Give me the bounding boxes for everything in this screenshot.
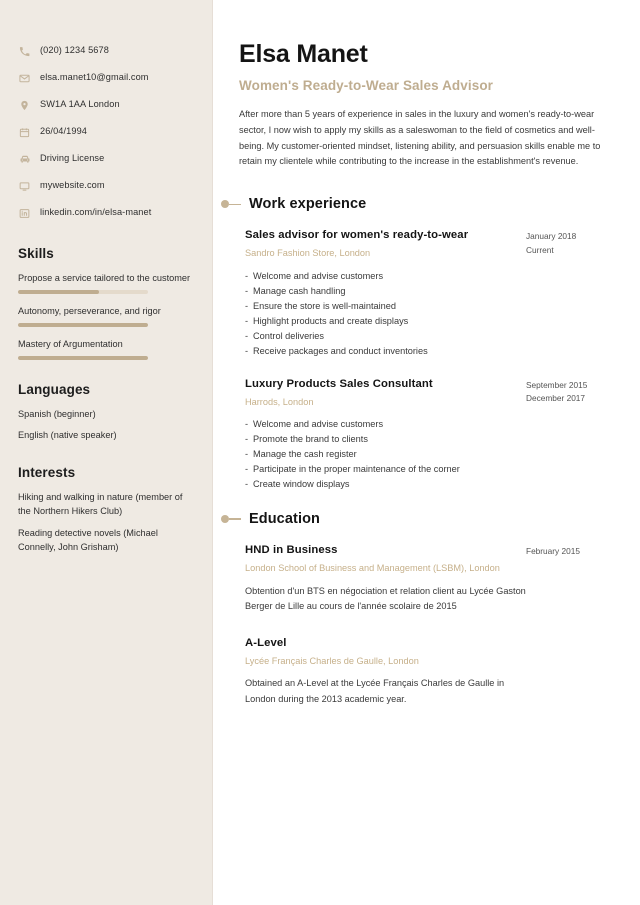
date-end: Current [526,244,554,255]
languages-heading: Languages [18,381,91,397]
bullet-item: - Highlight products and create displays [245,314,526,329]
skill-item [18,338,196,360]
linkedin-icon [18,207,31,220]
work-entry-dates [526,378,622,492]
section-marker-dash-icon [229,518,241,520]
skill-bar-fill [18,323,148,327]
contact-phone-text: (020) 1234 5678 [40,45,109,56]
bullet-item: - Receive packages and conduct inventories [245,344,526,359]
contact-item-driving-license [18,152,196,166]
sidebar-section-skills [18,246,196,360]
education-entry [239,637,622,708]
contact-website-text[interactable]: mywebsite.com [40,180,105,191]
contact-item-birthdate [18,125,196,139]
sidebar-section-languages [18,382,196,444]
work-experience-header [221,196,622,212]
work-entry [239,378,622,492]
work-entry-title: Luxury Products Sales Consultant [245,377,433,390]
candidate-job-title: Women's Ready-to-Wear Sales Advisor [239,78,494,93]
skill-item [18,272,196,294]
work-entry-body [239,378,526,492]
bullet-item: - Welcome and advise customers [245,417,526,432]
envelope-icon [18,72,31,85]
contact-email-text: elsa.manet10@gmail.com [40,72,149,83]
education-entry-body [239,637,526,708]
language-item: Spanish (beginner) [18,408,96,419]
section-title-work: Work experience [249,196,367,213]
bullet-item: - Welcome and advise customers [245,269,526,284]
education-entry-body [239,544,526,615]
skill-bar-track [18,356,148,360]
bullet-item: - Ensure the store is well-maintained [245,299,526,314]
education-entry-description: Obtained an A-Level at the Lycée Français Charles de Gaulle in London during the 2013 academic year. [245,678,505,704]
skill-bar-fill [18,356,148,360]
section-work-experience [239,196,622,492]
interest-item: Hiking and walking in nature (member of the Northern Hikers Club) [18,492,183,516]
skill-bar-track [18,290,148,294]
work-entry-org: Sandro Fashion Store, London [245,248,371,259]
bullet-item: - Manage the cash register [245,447,526,462]
education-entry-dates [526,637,622,708]
work-entry-bullets [245,269,526,358]
location-pin-icon [18,99,31,112]
bullet-item: - Promote the brand to clients [245,432,526,447]
work-entry-org: Harrods, London [245,396,314,407]
contact-driving-license-text: Driving License [40,153,105,164]
interest-item: Reading detective novels (Michael Connelly, John Grisham) [18,527,158,552]
work-entry-body [239,229,526,358]
sidebar-section-interests [18,465,196,554]
skill-label: Propose a service tailored to the customer [18,273,191,283]
section-marker-dot-icon [221,515,229,523]
interests-heading: Interests [18,465,76,481]
work-entry-dates [526,229,622,358]
education-entry-title: HND in Business [245,543,338,556]
education-header [221,511,622,527]
work-entry-title: Sales advisor for women's ready-to-wear [245,229,469,242]
date-end: December 2017 [526,392,586,403]
bullet-item: - Create window displays [245,477,526,492]
education-entry-org: Lycée Français Charles de Gaulle, London [245,655,419,666]
contact-item-website[interactable] [18,179,196,193]
bullet-item: - Manage cash handling [245,284,526,299]
monitor-icon [18,180,31,193]
contact-item-address [18,98,196,112]
contact-linkedin-text[interactable]: linkedin.com/in/elsa-manet [40,207,152,218]
sidebar [0,0,213,905]
section-marker-dash-icon [229,204,241,206]
candidate-name: Elsa Manet [239,40,368,68]
bullet-item: - Participate in the proper maintenance of the corner [245,462,526,477]
contact-list [18,44,196,220]
section-education [239,511,622,707]
contact-item-linkedin[interactable] [18,206,196,220]
work-entry-bullets [245,417,526,492]
skill-item [18,305,196,327]
skills-heading: Skills [18,246,54,261]
profile-summary: After more than 5 years of experience in sales in the luxury and women's ready-to-wear sector, I now wish to apply my skills as a saleswoman to the field of cosmetics and well-being. My customer-oriented mindset, listening ability, and persuasion skills enable me to retain my clientele while contributing to the increase in the establishment's revenue. [239,109,601,167]
skill-bar-fill [18,290,99,294]
contact-birthdate-text: 26/04/1994 [40,126,87,137]
date-start: January 2018 [526,231,577,242]
car-icon [18,153,31,166]
skill-label: Mastery of Argumentation [18,338,123,349]
work-entry [239,229,622,358]
education-entry-dates [526,544,622,615]
skill-label: Autonomy, perseverance, and rigor [18,305,161,316]
date-start: September 2015 [526,379,588,390]
contact-item-email [18,71,196,85]
main-content [213,0,640,905]
language-item: English (native speaker) [18,430,117,441]
education-entry [239,544,622,615]
contact-address-text: SW1A 1AA London [40,99,120,110]
skill-bar-track [18,323,148,327]
calendar-icon [18,126,31,139]
education-entry-title: A-Level [245,636,287,649]
section-marker-dot-icon [221,200,229,208]
date-start: February 2015 [526,545,580,556]
contact-item-phone [18,44,196,58]
bullet-item: - Control deliveries [245,329,526,344]
education-entry-description: Obtention d'un BTS en négociation et relation client au Lycée Gaston Berger de Lille au cours de l'année scolaire de 2015 [245,585,526,612]
education-entry-org: London School of Business and Management (LSBM), London [245,562,500,573]
section-title-education: Education [249,510,320,527]
phone-icon [18,45,31,58]
